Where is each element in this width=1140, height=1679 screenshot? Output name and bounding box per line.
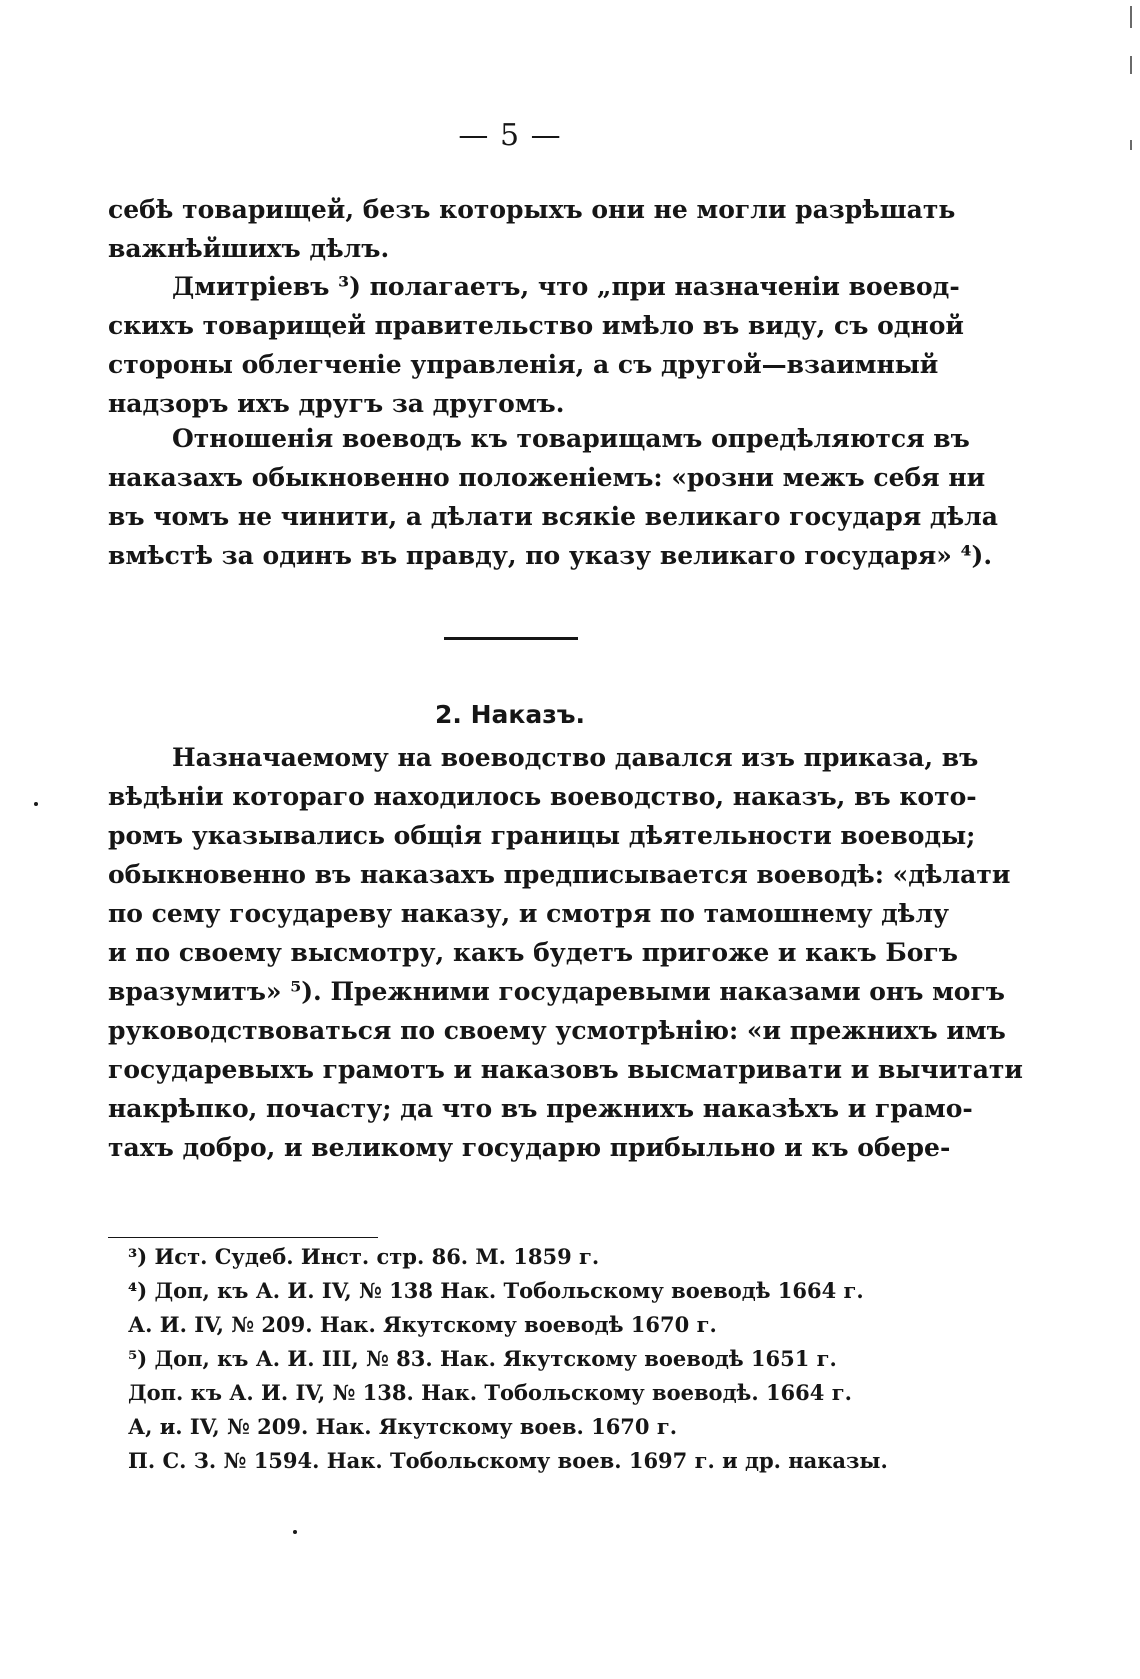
- text-line: себѣ товарищей, безъ которыхъ они не могли разрѣшать: [108, 195, 956, 224]
- footnote-line: А. И. IV, № 209. Нак. Якутскому воеводѣ 1670 г.: [128, 1312, 717, 1337]
- text-line: и по своему высмотру, какъ будетъ пригоже и какъ Богъ: [108, 938, 958, 967]
- footnote-line: ⁴) Доп, къ А. И. IV, № 138 Нак. Тобольскому воеводѣ 1664 г.: [128, 1278, 864, 1303]
- footnote-line: ⁵) Доп, къ А. И. III, № 83. Нак. Якутскому воеводѣ 1651 г.: [128, 1346, 837, 1371]
- text-line: Дмитріевъ ³) полагаетъ, что „при назначеніи воевод-: [172, 272, 960, 301]
- text-line: вѣдѣніи котораго находилось воеводство, наказъ, въ кото-: [108, 782, 977, 811]
- footnote-line: П. С. З. № 1594. Нак. Тобольскому воев. 1697 г. и др. наказы.: [128, 1448, 888, 1473]
- paragraph-nakaz: [108, 738, 1023, 1167]
- text-line: Назначаемому на воеводство давался изъ приказа, въ: [172, 743, 979, 772]
- text-line: вразумитъ» ⁵). Прежними государевыми наказами онъ могъ: [108, 977, 1005, 1006]
- text-line: накрѣпко, почасту; да что въ прежнихъ наказѣхъ и грамо-: [108, 1094, 973, 1123]
- scan-speck: [34, 802, 38, 806]
- text-line: тахъ добро, и великому государю прибыльно и къ обере-: [108, 1133, 951, 1162]
- scan-speck: [293, 1530, 297, 1534]
- footnote-line: Доп. къ А. И. IV, № 138. Нак. Тобольскому воеводѣ. 1664 г.: [128, 1380, 852, 1405]
- scan-edge-mark: [1130, 56, 1132, 74]
- text-line: важнѣйшихъ дѣлъ.: [108, 234, 390, 263]
- text-line: наказахъ обыкновенно положеніемъ: «розни межъ себя ни: [108, 463, 986, 492]
- paragraph-continuation: [108, 190, 956, 268]
- scan-edge-mark: [1130, 140, 1132, 150]
- text-line: вмѣстѣ за одинъ въ правду, по указу великаго государя» ⁴).: [108, 541, 993, 570]
- section-separator: [444, 637, 578, 640]
- text-line: въ чомъ не чинити, а дѣлати всякіе великаго государя дѣла: [108, 502, 998, 531]
- text-line: по сему государеву наказу, и смотря по тамошнему дѣлу: [108, 899, 950, 928]
- footnote-line: А, и. IV, № 209. Нак. Якутскому воев. 1670 г.: [128, 1414, 678, 1439]
- text-line: руководствоваться по своему усмотрѣнію: «и прежнихъ имъ: [108, 1016, 1006, 1045]
- footnote-line: ³) Ист. Судеб. Инст. стр. 86. М. 1859 г.: [128, 1244, 600, 1269]
- text-line: скихъ товарищей правительство имѣло въ виду, съ одной: [108, 311, 964, 340]
- paragraph-dmitriev: [108, 267, 964, 423]
- footnotes: [128, 1240, 948, 1478]
- scan-edge-mark: [1130, 6, 1132, 28]
- page-number: — 5 —: [458, 118, 562, 153]
- paragraph-relations: [108, 419, 998, 575]
- section-heading: 2. Наказъ.: [434, 700, 586, 729]
- text-line: Отношенія воеводъ къ товарищамъ опредѣляются въ: [172, 424, 970, 453]
- text-line: надзоръ ихъ другъ за другомъ.: [108, 389, 565, 418]
- text-line: ромъ указывались общія границы дѣятельности воеводы;: [108, 821, 976, 850]
- footnote-rule: [108, 1237, 378, 1238]
- text-line: обыкновенно въ наказахъ предписывается воеводѣ: «дѣлати: [108, 860, 1011, 889]
- text-line: стороны облегченіе управленія, а съ другой—взаимный: [108, 350, 939, 379]
- text-line: государевыхъ грамотъ и наказовъ высматривати и вычитати: [108, 1055, 1023, 1084]
